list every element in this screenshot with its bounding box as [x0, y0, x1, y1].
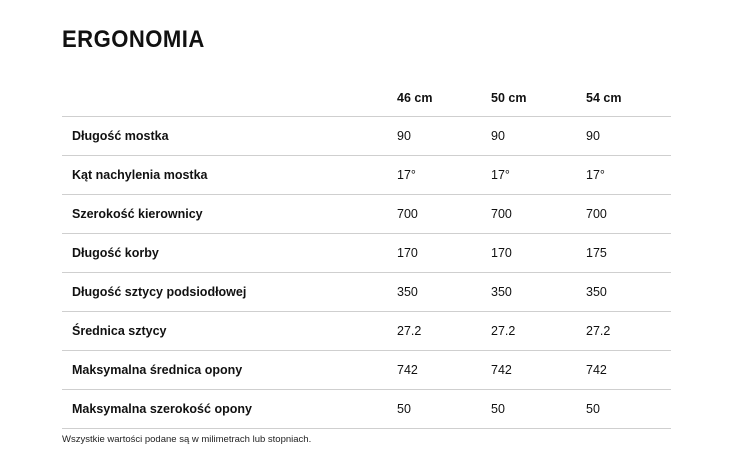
table-cell: 700 — [586, 207, 607, 221]
table-row — [62, 234, 671, 273]
table-cell: 27.2 — [397, 324, 422, 338]
row-label: Szerokość kierownicy — [72, 207, 203, 221]
table-cell: 350 — [491, 285, 512, 299]
table-cell: 170 — [397, 246, 418, 260]
table-cell: 742 — [397, 363, 418, 377]
table-cell: 742 — [586, 363, 607, 377]
table-cell: 700 — [491, 207, 512, 221]
table-cell: 27.2 — [586, 324, 611, 338]
row-label: Maksymalna szerokość opony — [72, 402, 252, 416]
table-header-row — [62, 79, 671, 117]
row-label: Długość korby — [72, 246, 159, 260]
footnote: Wszystkie wartości podane są w milimetrach lub stopniach. — [62, 434, 312, 445]
row-label: Kąt nachylenia mostka — [72, 168, 208, 182]
table-cell: 90 — [586, 129, 600, 143]
table-cell: 17° — [397, 168, 416, 182]
table-row — [62, 312, 671, 351]
table-row — [62, 351, 671, 390]
table-cell: 50 — [586, 402, 600, 416]
table-cell: 175 — [586, 246, 607, 260]
table-cell: 350 — [397, 285, 418, 299]
table-cell: 350 — [586, 285, 607, 299]
table-row — [62, 273, 671, 312]
table-cell: 90 — [397, 129, 411, 143]
row-label: Długość sztycy podsiodłowej — [72, 285, 247, 299]
table-cell: 17° — [586, 168, 605, 182]
table-cell: 90 — [491, 129, 505, 143]
column-header-54cm: 54 cm — [586, 90, 622, 105]
table-cell: 742 — [491, 363, 512, 377]
row-label: Maksymalna średnica opony — [72, 363, 243, 377]
table-cell: 27.2 — [491, 324, 516, 338]
table-row — [62, 390, 671, 429]
row-label: Długość mostka — [72, 129, 169, 143]
column-header-50cm: 50 cm — [491, 90, 527, 105]
table-row — [62, 195, 671, 234]
ergonomics-table — [62, 79, 671, 429]
table-cell: 17° — [491, 168, 510, 182]
table-cell: 170 — [491, 246, 512, 260]
table-cell: 50 — [491, 402, 505, 416]
table-row — [62, 117, 671, 156]
table-cell: 50 — [397, 402, 411, 416]
row-label: Średnica sztycy — [72, 324, 167, 338]
column-header-46cm: 46 cm — [397, 90, 433, 105]
table-cell: 700 — [397, 207, 418, 221]
table-row — [62, 156, 671, 195]
page-title: ERGONOMIA — [62, 26, 205, 53]
